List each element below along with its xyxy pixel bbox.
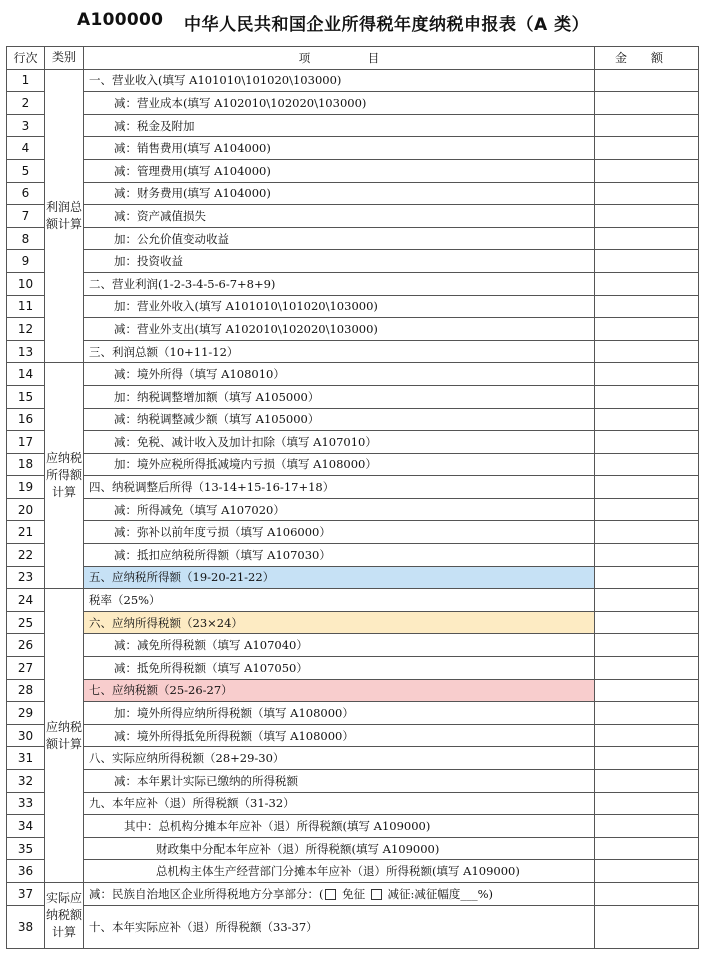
table-row [7, 272, 699, 295]
amount-cell[interactable] [595, 566, 699, 589]
item-cell: 四、纳税调整后所得（13-14+15-16-17+18） [84, 476, 595, 499]
item-cell: 财政集中分配本年应补（退）所得税额(填写 A109000) [84, 837, 595, 860]
amount-cell[interactable] [595, 453, 699, 476]
row-number: 20 [7, 498, 45, 521]
form-title: 中华人民共和国企业所得税年度纳税申报表（A 类） [184, 15, 590, 35]
header-amount: 金 额 [595, 47, 699, 70]
row-number: 37 [7, 882, 45, 905]
table-body [7, 69, 699, 948]
item-cell: 减：抵免所得税额（填写 A107050） [84, 657, 595, 680]
item-cell: 加：纳税调整增加额（填写 A105000） [84, 385, 595, 408]
row-number: 7 [7, 205, 45, 228]
table-row [7, 69, 699, 92]
amount-cell[interactable] [595, 679, 699, 702]
row-number: 10 [7, 272, 45, 295]
table-row [7, 431, 699, 454]
header-category: 类别 [45, 47, 84, 70]
table-row [7, 340, 699, 363]
amount-cell[interactable] [595, 114, 699, 137]
table-row [7, 634, 699, 657]
item-cell: 加：营业外收入(填写 A101010\101020\103000) [84, 295, 595, 318]
amount-cell[interactable] [595, 905, 699, 948]
amount-cell[interactable] [595, 250, 699, 273]
table-row [7, 227, 699, 250]
table-row [7, 657, 699, 680]
table-row [7, 837, 699, 860]
item-cell: 八、实际应纳所得税额（28+29-30） [84, 747, 595, 770]
item-cell: 加：境外所得应纳所得税额（填写 A108000） [84, 702, 595, 725]
reduce-label: 减征:减征幅度___%) [383, 886, 493, 901]
table-row [7, 905, 699, 948]
table-row [7, 137, 699, 160]
amount-cell[interactable] [595, 611, 699, 634]
table-row [7, 205, 699, 228]
item-cell [84, 882, 595, 905]
amount-cell[interactable] [595, 860, 699, 883]
item-cell: 减：所得减免（填写 A107020） [84, 498, 595, 521]
amount-cell[interactable] [595, 882, 699, 905]
item-cell: 减：减免所得税额（填写 A107040） [84, 634, 595, 657]
row-number: 21 [7, 521, 45, 544]
amount-cell[interactable] [595, 702, 699, 725]
amount-cell[interactable] [595, 182, 699, 205]
amount-cell[interactable] [595, 521, 699, 544]
item-cell: 加：投资收益 [84, 250, 595, 273]
exempt-checkbox[interactable] [325, 889, 336, 900]
table-row [7, 679, 699, 702]
table-row [7, 611, 699, 634]
amount-cell[interactable] [595, 837, 699, 860]
amount-cell[interactable] [595, 385, 699, 408]
amount-cell[interactable] [595, 92, 699, 115]
item-cell: 减：资产减值损失 [84, 205, 595, 228]
row-number: 17 [7, 431, 45, 454]
item-cell: 减：财务费用(填写 A104000) [84, 182, 595, 205]
form-code: A100000 [77, 10, 164, 30]
item-cell: 减：本年累计实际已缴纳的所得税额 [84, 770, 595, 793]
item-cell: 减：弥补以前年度亏损（填写 A106000） [84, 521, 595, 544]
item-cell: 减：营业外支出(填写 A102010\102020\103000) [84, 318, 595, 341]
row-number: 22 [7, 544, 45, 567]
amount-cell[interactable] [595, 159, 699, 182]
amount-cell[interactable] [595, 431, 699, 454]
row-number: 4 [7, 137, 45, 160]
table-row [7, 544, 699, 567]
reduce-checkbox[interactable] [371, 889, 382, 900]
table-row [7, 860, 699, 883]
table-row [7, 250, 699, 273]
amount-cell[interactable] [595, 69, 699, 92]
row-number: 25 [7, 611, 45, 634]
amount-cell[interactable] [595, 272, 699, 295]
category-cell: 应纳税额计算 [45, 589, 84, 883]
amount-cell[interactable] [595, 476, 699, 499]
amount-cell[interactable] [595, 137, 699, 160]
row-number: 5 [7, 159, 45, 182]
table-row [7, 476, 699, 499]
item-cell: 七、应纳税额（25-26-27） [84, 679, 595, 702]
row-number: 32 [7, 770, 45, 793]
amount-cell[interactable] [595, 634, 699, 657]
table-row [7, 702, 699, 725]
item-cell: 十、本年实际应补（退）所得税额（33-37） [84, 905, 595, 948]
row-number: 9 [7, 250, 45, 273]
item-cell: 减：境外所得抵免所得税额（填写 A108000） [84, 724, 595, 747]
table-row [7, 92, 699, 115]
amount-cell[interactable] [595, 724, 699, 747]
amount-cell[interactable] [595, 318, 699, 341]
amount-cell[interactable] [595, 815, 699, 838]
table-row [7, 747, 699, 770]
amount-cell[interactable] [595, 363, 699, 386]
item-cell: 减：管理费用(填写 A104000) [84, 159, 595, 182]
table-row [7, 882, 699, 905]
row-number: 16 [7, 408, 45, 431]
table-row [7, 770, 699, 793]
item-cell: 减：营业成本(填写 A102010\102020\103000) [84, 92, 595, 115]
table-row [7, 498, 699, 521]
item-cell: 一、营业收入(填写 A101010\101020\103000) [84, 69, 595, 92]
table-row [7, 792, 699, 815]
item-cell: 加：公允价值变动收益 [84, 227, 595, 250]
amount-cell[interactable] [595, 770, 699, 793]
item-cell: 税率（25%） [84, 589, 595, 612]
category-cell: 利润总额计算 [45, 69, 84, 363]
amount-cell[interactable] [595, 227, 699, 250]
table-row [7, 159, 699, 182]
amount-cell[interactable] [595, 498, 699, 521]
table-header-row [7, 47, 699, 70]
amount-cell[interactable] [595, 544, 699, 567]
row-number: 1 [7, 69, 45, 92]
item-cell: 减：境外所得（填写 A108010） [84, 363, 595, 386]
row-number: 8 [7, 227, 45, 250]
item-text: 减：民族自治地区企业所得税地方分享部分：( [89, 886, 324, 901]
row-number: 12 [7, 318, 45, 341]
table-row [7, 724, 699, 747]
amount-cell[interactable] [595, 747, 699, 770]
row-number: 33 [7, 792, 45, 815]
exempt-label: 免征 [338, 886, 369, 901]
header-row-number: 行次 [7, 47, 45, 70]
item-cell: 三、利润总额（10+11-12） [84, 340, 595, 363]
item-cell: 减：税金及附加 [84, 114, 595, 137]
table-row [7, 815, 699, 838]
amount-cell[interactable] [595, 340, 699, 363]
item-cell: 其中：总机构分摊本年应补（退）所得税额(填写 A109000) [84, 815, 595, 838]
row-number: 30 [7, 724, 45, 747]
item-cell: 六、应纳所得税额（23×24） [84, 611, 595, 634]
row-number: 13 [7, 340, 45, 363]
row-number: 15 [7, 385, 45, 408]
table-row [7, 295, 699, 318]
amount-cell[interactable] [595, 205, 699, 228]
amount-cell[interactable] [595, 792, 699, 815]
table-row [7, 566, 699, 589]
category-cell: 应纳税所得额计算 [45, 363, 84, 589]
row-number: 18 [7, 453, 45, 476]
row-number: 29 [7, 702, 45, 725]
item-cell: 二、营业利润(1-2-3-4-5-6-7+8+9) [84, 272, 595, 295]
row-number: 19 [7, 476, 45, 499]
row-number: 11 [7, 295, 45, 318]
form-header [0, 0, 704, 44]
tax-return-table [6, 46, 699, 949]
table-row [7, 182, 699, 205]
row-number: 36 [7, 860, 45, 883]
row-number: 24 [7, 589, 45, 612]
amount-cell[interactable] [595, 657, 699, 680]
row-number: 31 [7, 747, 45, 770]
row-number: 14 [7, 363, 45, 386]
row-number: 38 [7, 905, 45, 948]
amount-cell[interactable] [595, 408, 699, 431]
item-cell: 减：销售费用(填写 A104000) [84, 137, 595, 160]
row-number: 28 [7, 679, 45, 702]
table-row [7, 453, 699, 476]
row-number: 6 [7, 182, 45, 205]
row-number: 3 [7, 114, 45, 137]
table-row [7, 385, 699, 408]
table-row [7, 318, 699, 341]
row-number: 2 [7, 92, 45, 115]
item-cell: 九、本年应补（退）所得税额（31-32） [84, 792, 595, 815]
row-number: 26 [7, 634, 45, 657]
item-cell: 减：抵扣应纳税所得额（填写 A107030） [84, 544, 595, 567]
category-cell: 实际应纳税额计算 [45, 882, 84, 948]
row-number: 34 [7, 815, 45, 838]
row-number: 27 [7, 657, 45, 680]
row-number: 23 [7, 566, 45, 589]
amount-cell[interactable] [595, 589, 699, 612]
table-row [7, 521, 699, 544]
table-row [7, 589, 699, 612]
table-row [7, 363, 699, 386]
item-cell: 总机构主体生产经营部门分摊本年应补（退）所得税额(填写 A109000) [84, 860, 595, 883]
amount-cell[interactable] [595, 295, 699, 318]
item-cell: 五、应纳税所得额（19-20-21-22） [84, 566, 595, 589]
item-cell: 减：免税、减计收入及加计扣除（填写 A107010） [84, 431, 595, 454]
header-item: 项 目 [84, 47, 595, 70]
item-cell: 加：境外应税所得抵减境内亏损（填写 A108000） [84, 453, 595, 476]
item-cell: 减：纳税调整减少额（填写 A105000） [84, 408, 595, 431]
table-row [7, 408, 699, 431]
table-row [7, 114, 699, 137]
row-number: 35 [7, 837, 45, 860]
